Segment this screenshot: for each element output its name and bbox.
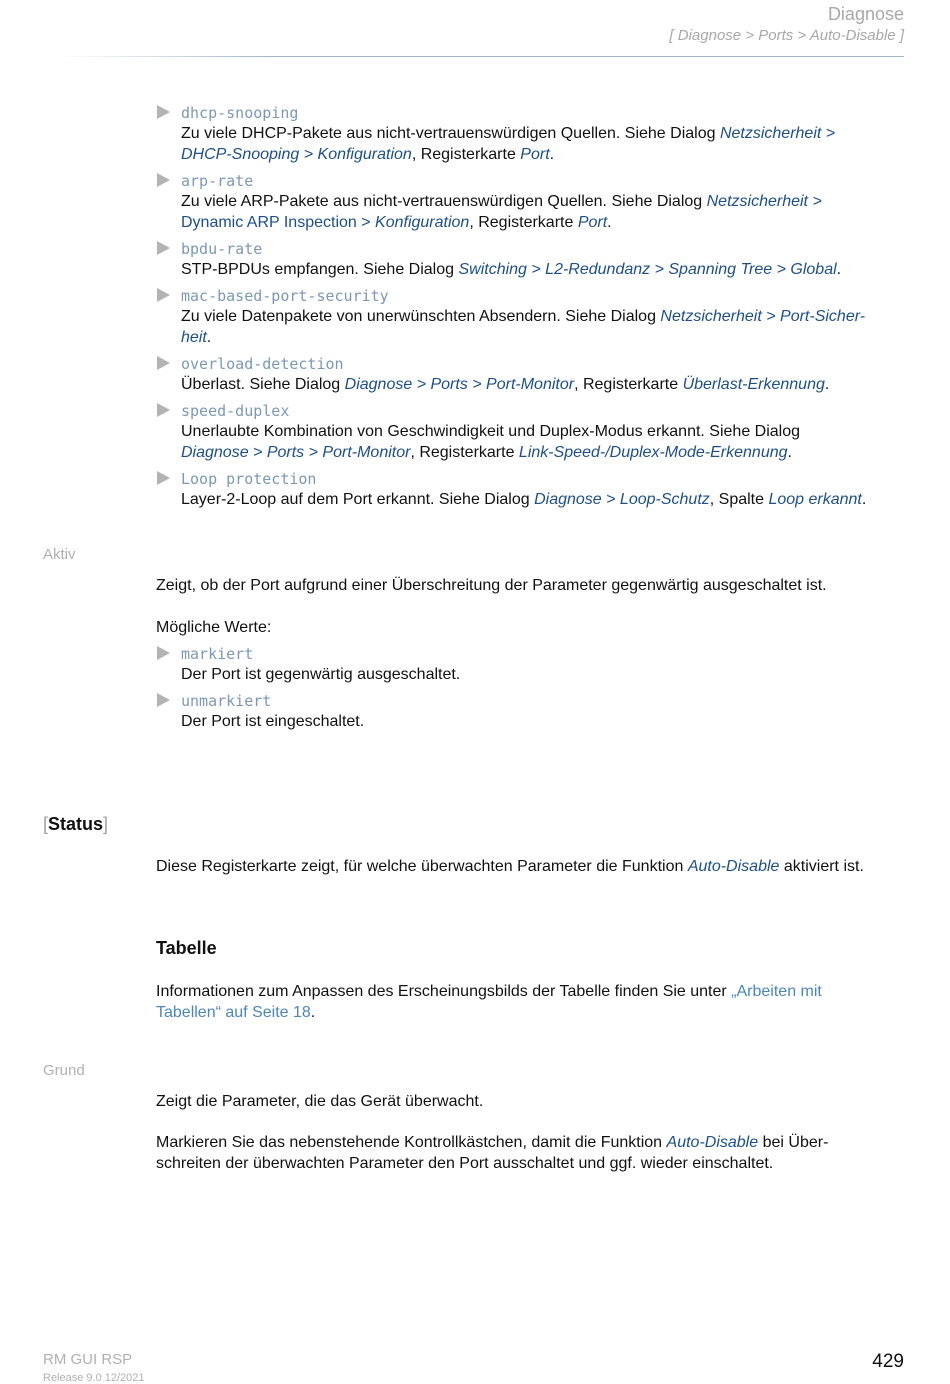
section-heading-status: [Status] bbox=[43, 814, 109, 834]
function-link[interactable]: Auto-Disable bbox=[666, 1134, 759, 1151]
dialog-link[interactable]: Netzsicherheit > bbox=[706, 193, 822, 210]
reason-description: Zu viele Datenpakete von unerwünschten Absendern. Siehe Dialog Netzsicherheit > Port-Sicher- heit. bbox=[181, 308, 866, 346]
list-item bbox=[157, 103, 907, 165]
bullet-triangle-icon bbox=[157, 241, 170, 255]
bullet-triangle-icon bbox=[157, 646, 170, 660]
aktiv-description: Zeigt, ob der Port aufgrund einer Überschreitung der Parameter gegenwärtig ausgeschaltet ist. bbox=[156, 577, 827, 594]
value-code: markiert bbox=[181, 645, 254, 663]
bullet-triangle-icon bbox=[157, 288, 170, 302]
footer-release: Release 9.0 12/2021 bbox=[43, 1372, 145, 1384]
tab-link[interactable]: Überlast-Erkennung bbox=[682, 376, 825, 393]
reason-description: Unerlaubte Kombination von Geschwindigkeit und Duplex-Modus erkannt. Siehe Dialog Diagnose > Ports > Port-Monitor, Registerkarte Link-Speed-/Duplex-Mode-Erkennung. bbox=[181, 423, 801, 461]
bullet-triangle-icon bbox=[157, 471, 170, 485]
dialog-link[interactable]: Konfiguration bbox=[317, 146, 412, 163]
bullet-triangle-icon bbox=[157, 173, 170, 187]
footer-product: RM GUI RSP bbox=[43, 1351, 133, 1368]
list-item bbox=[157, 354, 907, 395]
reason-code: Loop protection bbox=[181, 470, 317, 488]
dialog-link[interactable]: Netzsicherheit > Port-Sicher- bbox=[660, 308, 866, 325]
reason-description: Überlast. Siehe Dialog Diagnose > Ports > Port-Monitor, Registerkarte Überlast-Erkennung. bbox=[181, 376, 830, 393]
tab-link[interactable]: Link-Speed-/Duplex-Mode-Erkennung bbox=[518, 444, 788, 461]
dialog-link[interactable]: Switching > L2-Redundanz > Spanning Tree > Global bbox=[458, 261, 837, 278]
reason-description: Zu viele ARP-Pakete aus nicht-vertrauenswürdigen Quellen. Siehe Dialog Netzsicherheit > Dynamic ARP Inspection > Konfiguration, Registerkarte Port. bbox=[181, 193, 822, 231]
dialog-link[interactable]: Diagnose > Ports > Port-Monitor bbox=[181, 444, 411, 461]
list-item bbox=[157, 239, 907, 280]
dialog-link[interactable]: heit bbox=[181, 329, 207, 346]
page-number: 429 bbox=[872, 1351, 904, 1372]
function-link[interactable]: Auto-Disable bbox=[687, 858, 780, 875]
reason-description: Layer-2-Loop auf dem Port erkannt. Siehe Dialog Diagnose > Loop-Schutz, Spalte Loop erkannt. bbox=[181, 491, 867, 508]
reason-code: mac-based-port-security bbox=[181, 287, 389, 305]
reason-code: dhcp-snooping bbox=[181, 104, 299, 122]
subheading-tabelle: Tabelle bbox=[156, 938, 217, 958]
value-code: unmarkiert bbox=[181, 692, 272, 710]
field-label-grund: Grund bbox=[43, 1062, 85, 1079]
page-header-title: Diagnose bbox=[827, 4, 904, 24]
dialog-link[interactable]: Diagnose > Loop-Schutz bbox=[534, 491, 710, 508]
list-item bbox=[157, 469, 907, 510]
dialog-link[interactable]: Netzsicherheit > bbox=[719, 125, 836, 142]
reason-list bbox=[157, 103, 907, 516]
dialog-link[interactable]: DHCP-Snooping > bbox=[181, 146, 318, 163]
list-item bbox=[157, 286, 907, 348]
cross-reference-link[interactable]: „Arbeiten mit bbox=[731, 983, 822, 1000]
list-item bbox=[157, 171, 907, 233]
bullet-triangle-icon bbox=[157, 403, 170, 417]
value-description: Der Port ist gegenwärtig ausgeschaltet. bbox=[181, 666, 461, 683]
possible-values-label: Mögliche Werte: bbox=[156, 619, 272, 636]
list-item bbox=[157, 644, 907, 685]
reason-code: bpdu-rate bbox=[181, 240, 263, 258]
field-label-aktiv: Aktiv bbox=[43, 546, 76, 563]
tab-link[interactable]: Port bbox=[577, 214, 608, 231]
bullet-triangle-icon bbox=[157, 693, 170, 707]
tabelle-description: Informationen zum Anpassen des Erscheinungsbilds der Tabelle finden Sie unter „Arbeiten mit Tabellen“ auf Seite 18. bbox=[156, 983, 822, 1021]
reason-description: STP-BPDUs empfangen. Siehe Dialog Switching > L2-Redundanz > Spanning Tree > Global. bbox=[181, 261, 842, 278]
breadcrumb: [ Diagnose > Ports > Auto-Disable ] bbox=[669, 27, 904, 44]
grund-instruction: Markieren Sie das nebenstehende Kontrollkästchen, damit die Funktion Auto-Disable bei Über- schreiten der überwachten Parameter den Port ausschaltet und ggf. wieder einschaltet. bbox=[156, 1134, 829, 1172]
status-description: Diese Registerkarte zeigt, für welche überwachten Parameter die Funktion Auto-Disable aktiviert ist. bbox=[156, 858, 864, 875]
aktiv-values-list bbox=[157, 644, 907, 738]
tab-link[interactable]: Port bbox=[520, 146, 550, 163]
reason-description: Zu viele DHCP-Pakete aus nicht-vertrauenswürdigen Quellen. Siehe Dialog Netzsicherheit > DHCP-Snooping > Konfiguration, Registerkarte Port. bbox=[181, 125, 836, 163]
bullet-triangle-icon bbox=[157, 105, 170, 119]
value-description: Der Port ist eingeschaltet. bbox=[181, 713, 365, 730]
dialog-link[interactable]: Konfiguration bbox=[375, 214, 470, 231]
list-item bbox=[157, 401, 907, 463]
cross-reference-link[interactable]: Tabellen“ auf Seite 18 bbox=[156, 1004, 311, 1021]
list-item bbox=[157, 691, 907, 732]
header-divider bbox=[60, 56, 904, 57]
bullet-triangle-icon bbox=[157, 356, 170, 370]
dialog-link[interactable]: Dynamic ARP Inspection > bbox=[181, 214, 376, 231]
column-link[interactable]: Loop erkannt bbox=[768, 491, 862, 508]
dialog-link[interactable]: Diagnose > Ports > Port-Monitor bbox=[344, 376, 575, 393]
reason-code: speed-duplex bbox=[181, 402, 290, 420]
reason-code: overload-detection bbox=[181, 355, 344, 373]
grund-description: Zeigt die Parameter, die das Gerät überwacht. bbox=[156, 1093, 484, 1110]
reason-code: arp-rate bbox=[181, 172, 254, 190]
